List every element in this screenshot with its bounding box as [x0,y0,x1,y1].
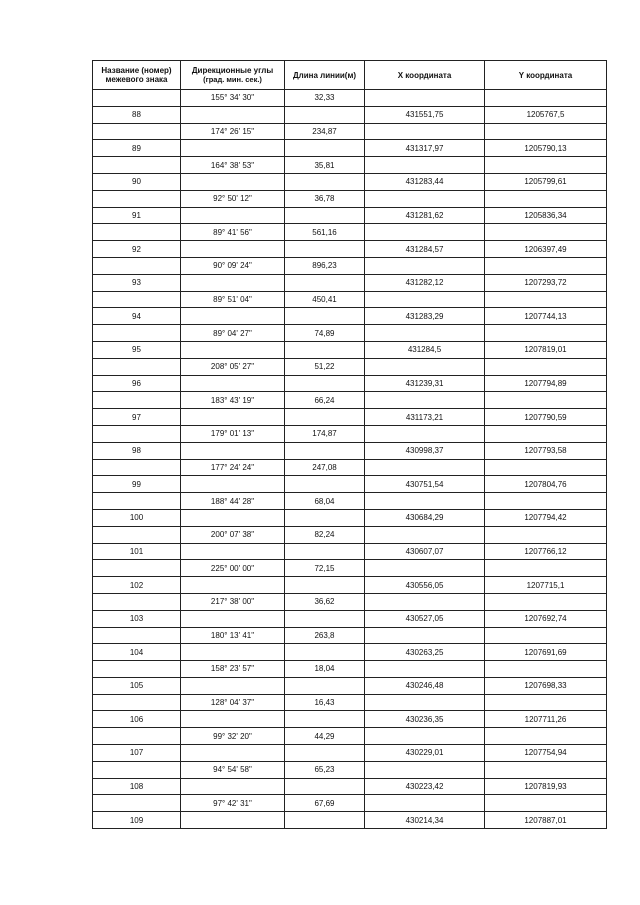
point-cell: 99 [93,476,181,493]
point-cell: 94 [93,308,181,325]
angle-cell [181,106,285,123]
length-cell [285,509,365,526]
table-row [93,745,607,762]
angle-cell [181,543,285,560]
y-cell [485,694,607,711]
x-cell: 430236,35 [365,711,485,728]
header-point-name: Название (номер) межевого знака [93,61,181,90]
y-cell [485,661,607,678]
y-cell: 1207819,93 [485,778,607,795]
x-cell: 431551,75 [365,106,485,123]
angle-cell: 177° 24' 24" [181,459,285,476]
angle-cell: 97° 42' 31" [181,795,285,812]
x-cell [365,493,485,510]
length-cell: 234,87 [285,123,365,140]
y-cell: 1207819,01 [485,341,607,358]
length-cell [285,476,365,493]
angle-cell [181,140,285,157]
angle-cell: 158° 23' 57" [181,661,285,678]
angle-cell: 188° 44' 28" [181,493,285,510]
x-cell [365,560,485,577]
x-cell: 431282,12 [365,274,485,291]
table-row [93,274,607,291]
table-row [93,358,607,375]
y-cell [485,190,607,207]
table-row [93,593,607,610]
x-cell [365,661,485,678]
length-cell [285,207,365,224]
table-row [93,493,607,510]
length-cell: 66,24 [285,392,365,409]
x-cell [365,526,485,543]
table-row [93,627,607,644]
length-cell: 36,78 [285,190,365,207]
angle-cell [181,442,285,459]
table-row [93,241,607,258]
length-cell [285,106,365,123]
point-cell: 96 [93,375,181,392]
table-row [93,325,607,342]
document-sheet [92,60,606,829]
table-row [93,661,607,678]
point-cell: 108 [93,778,181,795]
y-cell: 1207754,94 [485,745,607,762]
angle-cell [181,409,285,426]
table-row [93,711,607,728]
y-cell: 1207793,58 [485,442,607,459]
point-cell [93,526,181,543]
point-cell: 89 [93,140,181,157]
angle-cell: 90° 09' 24" [181,257,285,274]
length-cell: 896,23 [285,257,365,274]
angle-cell [181,241,285,258]
angle-cell [181,745,285,762]
length-cell: 68,04 [285,493,365,510]
angle-cell [181,812,285,829]
x-cell [365,190,485,207]
point-cell [93,795,181,812]
length-cell: 263,8 [285,627,365,644]
point-cell: 102 [93,577,181,594]
length-cell [285,308,365,325]
y-cell [485,761,607,778]
point-cell [93,627,181,644]
point-cell [93,761,181,778]
table-row [93,761,607,778]
length-cell: 450,41 [285,291,365,308]
angle-cell: 208° 05' 27" [181,358,285,375]
table-row [93,543,607,560]
point-cell [93,358,181,375]
y-cell: 1205767,5 [485,106,607,123]
point-cell [93,157,181,174]
table-row [93,610,607,627]
length-cell [285,711,365,728]
table-row [93,812,607,829]
x-cell [365,392,485,409]
point-cell [93,123,181,140]
angle-cell: 155° 34' 30" [181,90,285,107]
point-cell [93,560,181,577]
length-cell [285,241,365,258]
x-cell: 430998,37 [365,442,485,459]
length-cell [285,409,365,426]
header-angle-units: (град. мин. сек.) [203,75,262,84]
header-line-length: Длина линии(м) [285,61,365,90]
y-cell [485,257,607,274]
header-direction-angle [181,61,285,90]
y-cell [485,593,607,610]
length-cell [285,610,365,627]
table-row [93,291,607,308]
x-cell: 430214,34 [365,812,485,829]
y-cell [485,291,607,308]
boundary-coordinates-table [92,60,607,829]
y-cell: 1207766,12 [485,543,607,560]
y-cell: 1207887,01 [485,812,607,829]
angle-cell: 92° 50' 12" [181,190,285,207]
length-cell [285,341,365,358]
table-row [93,442,607,459]
angle-cell [181,308,285,325]
point-cell [93,325,181,342]
table-row [93,392,607,409]
y-cell: 1207711,26 [485,711,607,728]
length-cell [285,644,365,661]
table-row [93,207,607,224]
length-cell [285,745,365,762]
x-cell: 430223,42 [365,778,485,795]
y-cell [485,795,607,812]
x-cell [365,795,485,812]
angle-cell: 128° 04' 37" [181,694,285,711]
point-cell [93,425,181,442]
table-row [93,341,607,358]
length-cell: 561,16 [285,224,365,241]
point-cell: 97 [93,409,181,426]
angle-cell [181,173,285,190]
y-cell [485,425,607,442]
length-cell: 82,24 [285,526,365,543]
length-cell: 16,43 [285,694,365,711]
table-row [93,778,607,795]
point-cell [93,392,181,409]
length-cell: 67,69 [285,795,365,812]
point-cell: 91 [93,207,181,224]
table-row [93,106,607,123]
x-cell: 431239,31 [365,375,485,392]
angle-cell [181,610,285,627]
table-row [93,157,607,174]
angle-cell [181,476,285,493]
length-cell [285,375,365,392]
x-cell [365,325,485,342]
angle-cell: 180° 13' 41" [181,627,285,644]
point-cell: 93 [93,274,181,291]
point-cell: 105 [93,677,181,694]
angle-cell: 89° 04' 27" [181,325,285,342]
length-cell: 18,04 [285,661,365,678]
table-row [93,375,607,392]
point-cell: 90 [93,173,181,190]
x-cell: 431317,97 [365,140,485,157]
y-cell: 1207790,59 [485,409,607,426]
x-cell [365,425,485,442]
point-cell: 95 [93,341,181,358]
length-cell [285,778,365,795]
point-cell: 92 [93,241,181,258]
x-cell: 431283,44 [365,173,485,190]
angle-cell [181,711,285,728]
table-row [93,577,607,594]
point-cell [93,493,181,510]
table-row [93,425,607,442]
point-cell: 98 [93,442,181,459]
table-row [93,677,607,694]
y-cell: 1207715,1 [485,577,607,594]
length-cell: 51,22 [285,358,365,375]
length-cell: 65,23 [285,761,365,778]
y-cell [485,90,607,107]
angle-cell [181,341,285,358]
table-row [93,694,607,711]
x-cell: 431173,21 [365,409,485,426]
point-cell [93,291,181,308]
y-cell: 1207744,13 [485,308,607,325]
length-cell: 35,81 [285,157,365,174]
angle-cell [181,778,285,795]
y-cell [485,123,607,140]
y-cell [485,392,607,409]
x-cell: 430527,05 [365,610,485,627]
point-cell [93,224,181,241]
point-cell: 104 [93,644,181,661]
length-cell [285,442,365,459]
x-cell [365,257,485,274]
table-row [93,140,607,157]
x-cell [365,459,485,476]
length-cell: 72,15 [285,560,365,577]
point-cell: 101 [93,543,181,560]
y-cell [485,728,607,745]
point-cell [93,593,181,610]
length-cell [285,274,365,291]
x-cell: 430229,01 [365,745,485,762]
point-cell: 109 [93,812,181,829]
point-cell: 88 [93,106,181,123]
y-cell [485,560,607,577]
length-cell [285,812,365,829]
x-cell [365,627,485,644]
table-row [93,509,607,526]
table-row [93,123,607,140]
x-cell [365,728,485,745]
angle-cell [181,577,285,594]
x-cell [365,90,485,107]
length-cell: 44,29 [285,728,365,745]
table-row [93,308,607,325]
point-cell [93,190,181,207]
x-cell: 430556,05 [365,577,485,594]
length-cell: 32,33 [285,90,365,107]
y-cell [485,627,607,644]
point-cell [93,661,181,678]
table-body [93,90,607,829]
x-cell: 430246,48 [365,677,485,694]
x-cell: 430263,25 [365,644,485,661]
angle-cell: 89° 41' 56" [181,224,285,241]
header-x-coordinate: X координата [365,61,485,90]
table-row [93,728,607,745]
x-cell: 431283,29 [365,308,485,325]
angle-cell: 99° 32' 20" [181,728,285,745]
point-cell [93,90,181,107]
point-cell: 107 [93,745,181,762]
header-y-coordinate: Y координата [485,61,607,90]
x-cell [365,358,485,375]
length-cell [285,677,365,694]
angle-cell: 94° 54' 58" [181,761,285,778]
y-cell: 1207804,76 [485,476,607,493]
y-cell: 1207698,33 [485,677,607,694]
length-cell [285,140,365,157]
table-row [93,526,607,543]
table-row [93,476,607,493]
x-cell: 431281,62 [365,207,485,224]
angle-cell: 217° 38' 00" [181,593,285,610]
y-cell: 1207794,89 [485,375,607,392]
point-cell: 100 [93,509,181,526]
x-cell: 431284,5 [365,341,485,358]
angle-cell: 174° 26' 15" [181,123,285,140]
table-row [93,173,607,190]
point-cell [93,694,181,711]
x-cell [365,123,485,140]
point-cell [93,257,181,274]
y-cell: 1205836,34 [485,207,607,224]
x-cell [365,291,485,308]
angle-cell: 225° 00' 00" [181,560,285,577]
point-cell: 106 [93,711,181,728]
y-cell: 1207692,74 [485,610,607,627]
length-cell: 74,89 [285,325,365,342]
y-cell [485,224,607,241]
angle-cell: 179° 01' 13" [181,425,285,442]
x-cell [365,694,485,711]
angle-cell [181,207,285,224]
y-cell [485,493,607,510]
y-cell [485,459,607,476]
table-header-row [93,61,607,90]
y-cell [485,157,607,174]
length-cell: 247,08 [285,459,365,476]
point-cell: 103 [93,610,181,627]
y-cell [485,358,607,375]
angle-cell [181,375,285,392]
table-row [93,90,607,107]
angle-cell: 164° 38' 53" [181,157,285,174]
y-cell [485,526,607,543]
x-cell: 431284,57 [365,241,485,258]
angle-cell: 89° 51' 04" [181,291,285,308]
x-cell: 430751,54 [365,476,485,493]
y-cell: 1207691,69 [485,644,607,661]
table-row [93,409,607,426]
length-cell [285,577,365,594]
x-cell [365,224,485,241]
table-row [93,257,607,274]
table-row [93,644,607,661]
y-cell [485,325,607,342]
length-cell [285,173,365,190]
table-row [93,560,607,577]
table-row [93,190,607,207]
table-row [93,224,607,241]
y-cell: 1207794,42 [485,509,607,526]
y-cell: 1207293,72 [485,274,607,291]
x-cell [365,761,485,778]
length-cell: 174,87 [285,425,365,442]
x-cell: 430684,29 [365,509,485,526]
angle-cell [181,677,285,694]
length-cell [285,543,365,560]
angle-cell [181,274,285,291]
table-row [93,795,607,812]
length-cell: 36,62 [285,593,365,610]
y-cell: 1205799,61 [485,173,607,190]
angle-cell: 183° 43' 19" [181,392,285,409]
header-angle-title: Дирекционные углы [191,66,274,75]
point-cell [93,728,181,745]
table-row [93,459,607,476]
angle-cell [181,644,285,661]
x-cell [365,157,485,174]
angle-cell [181,509,285,526]
x-cell [365,593,485,610]
angle-cell: 200° 07' 38" [181,526,285,543]
y-cell: 1206397,49 [485,241,607,258]
point-cell [93,459,181,476]
x-cell: 430607,07 [365,543,485,560]
y-cell: 1205790,13 [485,140,607,157]
